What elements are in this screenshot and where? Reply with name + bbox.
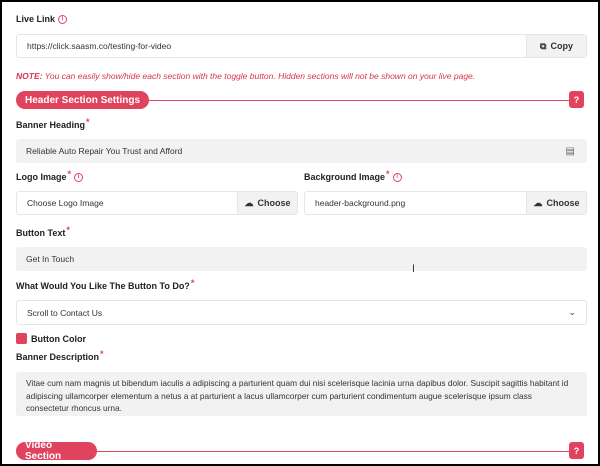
background-image-field[interactable]: header-background.png ☁ Choose bbox=[304, 191, 587, 215]
note-text: NOTE: You can easily show/hide each section with the toggle button. Hidden sections will not be shown on your live page. bbox=[16, 71, 476, 81]
upload-cloud-icon: ☁ bbox=[244, 197, 254, 208]
info-icon[interactable]: i bbox=[74, 173, 83, 182]
banner-description-textarea[interactable]: Vitae cum nam magnis ut bibendum iaculis a adipiscing a parturient quam dui nisi scelerisque lacinia urna dapibus dolor. Suscipit sagittis habitant id adipiscing ullamcorper elementum a netus a at parturient a lacus ullamcorper cum parturient condimentum augue scelerisque ipsum class consectetur rhoncus urna. bbox=[16, 372, 587, 416]
copy-label: Copy bbox=[550, 41, 573, 51]
video-section-toggle[interactable]: Video Section bbox=[16, 442, 97, 460]
text-cursor-icon: Ⅰ bbox=[412, 264, 415, 275]
live-link-label: Live Link i bbox=[16, 14, 67, 24]
button-color-label: Button Color bbox=[31, 334, 86, 344]
header-section-toggle[interactable]: Header Section Settings bbox=[16, 91, 149, 109]
info-icon[interactable]: i bbox=[393, 173, 402, 182]
copy-icon: ⧉ bbox=[540, 40, 547, 51]
live-link-field[interactable] bbox=[16, 34, 587, 58]
button-action-select[interactable]: Scroll to Contact Us ⌄ bbox=[16, 300, 587, 325]
button-action-label: What Would You Like The Button To Do?* bbox=[16, 278, 195, 291]
button-color-swatch[interactable] bbox=[16, 333, 27, 344]
video-section-divider bbox=[16, 451, 584, 452]
upload-cloud-icon: ☁ bbox=[533, 197, 543, 208]
text-field-icon: ▤ bbox=[565, 145, 575, 157]
banner-heading-input[interactable]: Reliable Auto Repair You Trust and Afford ▤ bbox=[16, 139, 587, 163]
button-text-label: Button Text* bbox=[16, 225, 70, 238]
copy-button[interactable] bbox=[526, 35, 586, 57]
info-icon[interactable]: i bbox=[58, 15, 67, 24]
video-section-help-button[interactable]: ? bbox=[569, 442, 584, 459]
banner-heading-label: Banner Heading* bbox=[16, 117, 90, 130]
chevron-down-icon: ⌄ bbox=[568, 307, 576, 317]
logo-image-field[interactable]: Choose Logo Image ☁ Choose bbox=[16, 191, 298, 215]
logo-image-label: Logo Image* i bbox=[16, 172, 83, 182]
logo-choose-button[interactable]: ☁ Choose bbox=[237, 192, 297, 214]
header-section-help-button[interactable]: ? bbox=[569, 91, 584, 108]
banner-description-label: Banner Description* bbox=[16, 349, 104, 362]
background-choose-button[interactable]: ☁ Choose bbox=[526, 192, 586, 214]
background-image-label: Background Image* i bbox=[304, 172, 402, 182]
button-text-input[interactable]: Get In Touch bbox=[16, 247, 587, 271]
live-link-url: https://click.saasm.co/testing-for-video bbox=[27, 41, 172, 51]
